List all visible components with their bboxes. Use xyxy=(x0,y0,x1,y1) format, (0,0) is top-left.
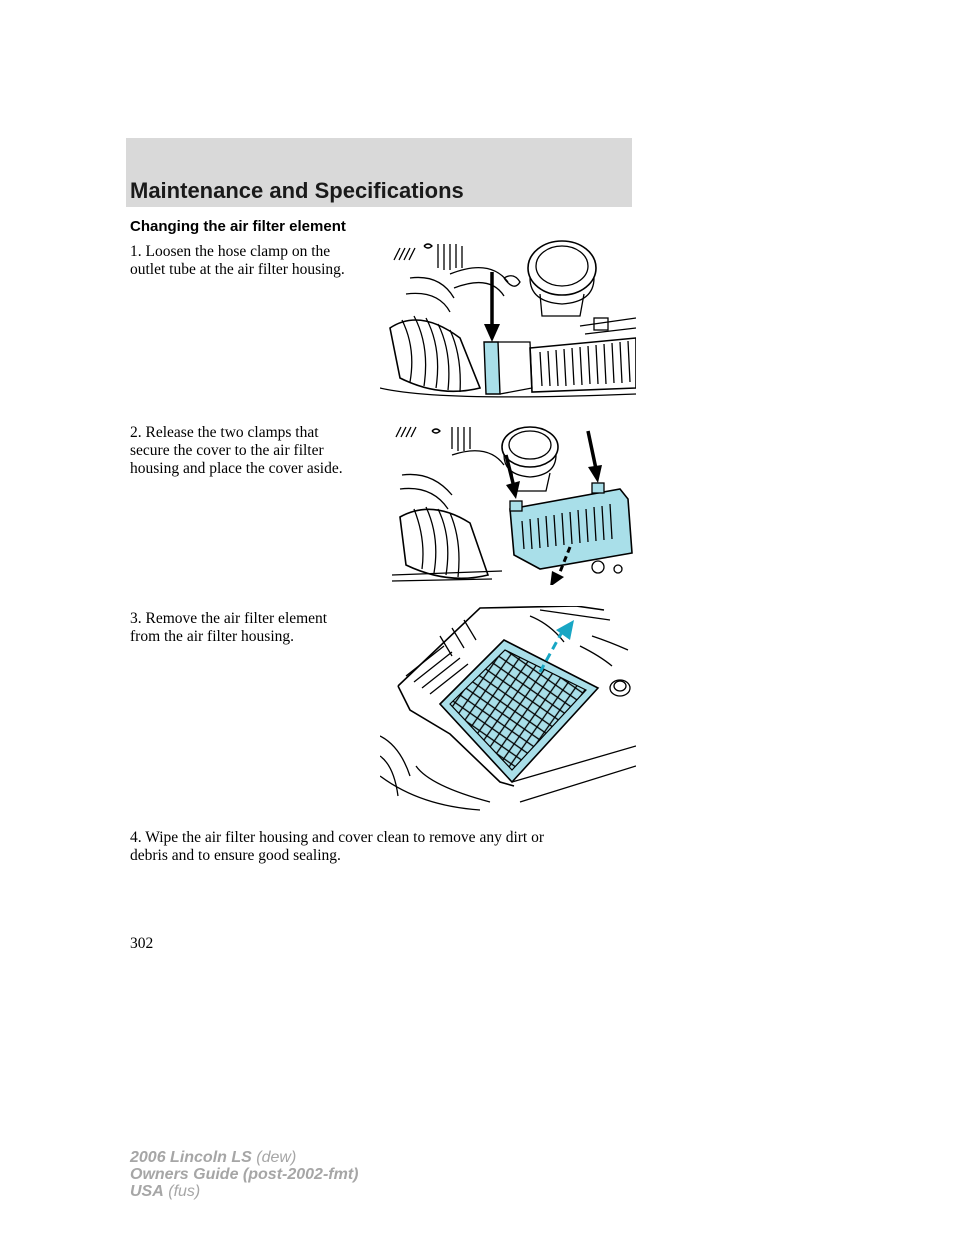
footer-model: 2006 Lincoln LS xyxy=(130,1149,252,1166)
footer-line-1 xyxy=(130,1149,358,1166)
footer-line-2 xyxy=(130,1166,358,1183)
page-number: 302 xyxy=(130,935,154,952)
step-3-text: 3. Remove the air filter element from the air filter housing. xyxy=(130,610,328,645)
footer-guide: Owners Guide (post-2002-fmt) xyxy=(130,1166,359,1183)
step-2-text: 2. Release the two clamps that secure the cover to the air filter housing and place the cover aside. xyxy=(130,424,343,477)
document-footer xyxy=(130,1149,358,1200)
hose-clamp-illustration xyxy=(380,238,636,402)
step-4-text: 4. Wipe the air filter housing and cover clean to remove any dirt or debris and to ensure good sealing. xyxy=(130,829,545,864)
section-header-band xyxy=(126,138,632,207)
section-heading: Changing the air filter element xyxy=(130,218,346,235)
step-1-text: 1. Loosen the hose clamp on the outlet tube at the air filter housing. xyxy=(130,243,345,278)
footer-line-3 xyxy=(130,1183,358,1200)
section-header-title: Maintenance and Specifications xyxy=(130,178,464,203)
filter-element-illustration xyxy=(380,606,636,811)
cover-clamps-illustration xyxy=(392,425,636,585)
footer-market: USA xyxy=(130,1183,164,1200)
footer-model-code: (dew) xyxy=(256,1149,297,1166)
footer-market-code: (fus) xyxy=(168,1183,201,1200)
